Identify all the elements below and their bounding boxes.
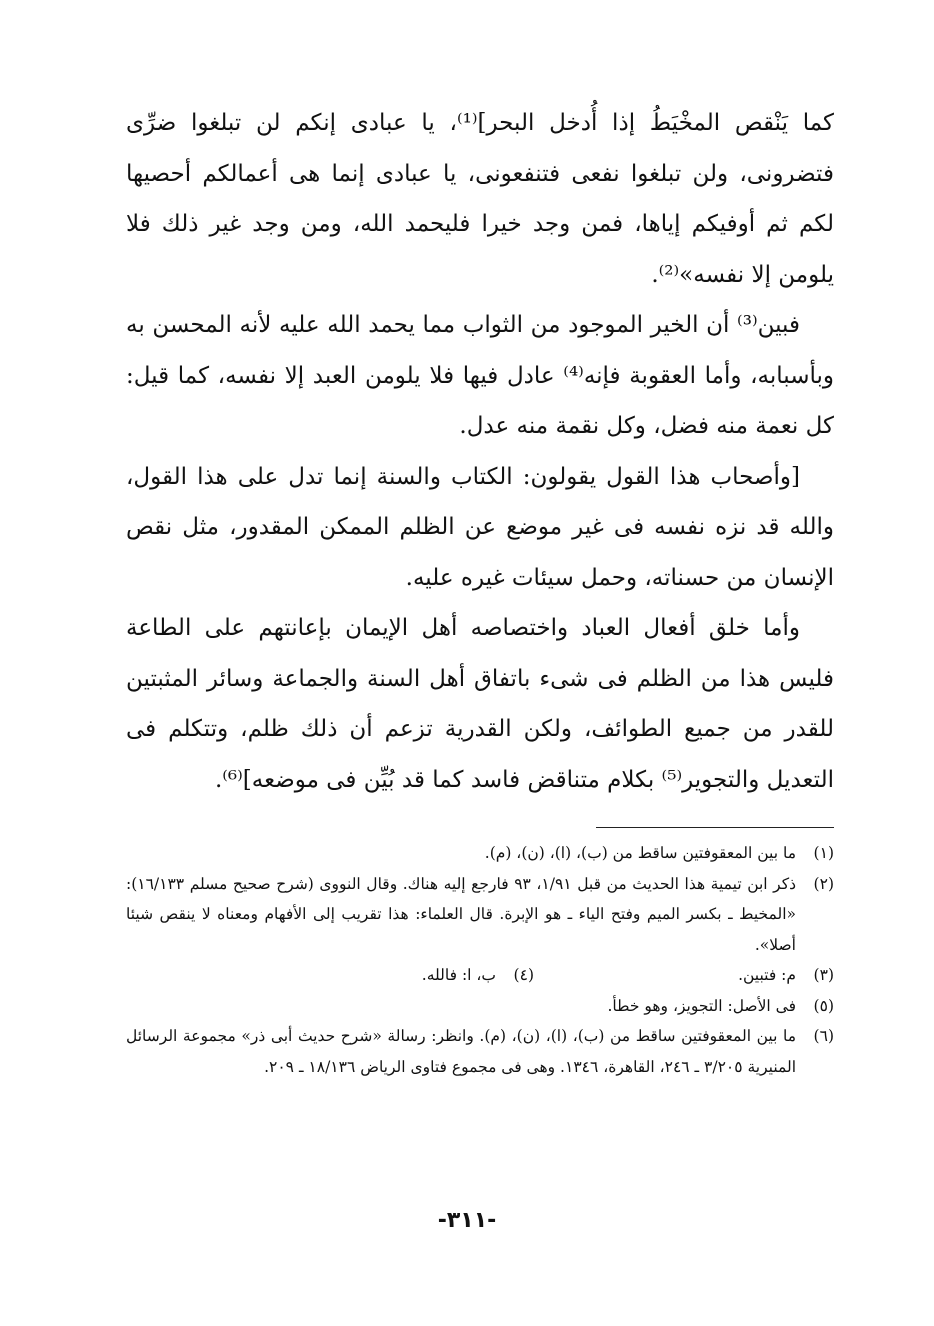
footnote-text: م: فتبين. xyxy=(738,966,796,984)
footnote-number: (٤) xyxy=(513,966,534,984)
footnote-5 xyxy=(126,991,834,1022)
footnote-text: ما بين المعقوفتين ساقط من (ب)، (ا)، (ن)، (م). وانظر: رسالة «شرح حديث أبى ذر» مجموعة الرسائل المنيرية ٣/٢٠٥ ـ ٢٤٦، القاهرة، ١٣٤٦. وهى فى مجموع فتاوى الرياض ١٨/١٣٦ ـ ٢٠٩. xyxy=(126,1027,796,1076)
footnote-text: ب، ا: فالله. xyxy=(421,966,496,984)
paragraph-4: وأما خلق أفعال العباد واختصاصه أهل الإيمان بإعانتهم على الطاعة فليس هذا من الظلم فى شىء باتفاق أهل السنة والجماعة وسائر المثبتين للقدر من جميع الطوائف، ولكن القدرية تزعم أن ذلك ظلم، وتتكلم فى التعديل والتجوير⁽⁵⁾ بكلام متناقض فاسد كما قد بُيِّن فى موضعه]⁽⁶⁾. xyxy=(126,615,834,793)
footnote-text: ما بين المعقوفتين ساقط من (ب)، (ا)، (ن)، (م). xyxy=(484,844,796,862)
footnote-number: (٦) xyxy=(813,1027,834,1045)
paragraph-2: فبين⁽³⁾ أن الخير الموجود من الثواب مما يحمد الله عليه لأنه المحسن به وبأسبابه، وأما العقوبة فإنه⁽⁴⁾ عادل فيها فلا يلومن العبد إلا نفسه، كما قيل: كل نعمة منه فضل، وكل نقمة منه عدل. xyxy=(126,312,834,439)
footnote-2 xyxy=(126,869,834,961)
footnote-number: (٢) xyxy=(813,874,834,893)
footnotes xyxy=(126,838,834,1082)
footnote-text: ذكر ابن تيمية هذا الحديث من قبل ١/٩١، ٩٣ فارجع إليه هناك. وقال النووى (شرح صحيح مسلم ١٦/١٣٣): «المخيط ـ بكسر الميم وفتح الياء ـ هو الإبرة. قال العلماء: هذا تقريب إلى الأفهام ومعناه لا ينقص شيئا أصلا». xyxy=(126,874,797,954)
footnote-separator xyxy=(596,827,834,828)
footnote-text: فى الأصل: التجويز، وهو خطأ. xyxy=(607,996,796,1015)
page-number: -٣١١- xyxy=(437,1208,497,1233)
footnote-number: (١) xyxy=(813,844,834,862)
main-text xyxy=(126,98,834,805)
footnote-number: (٥) xyxy=(813,996,834,1015)
paragraph-1: كما يَنْقص المخْيَطُ إذا أُدخل البحر]⁽¹⁾، يا عبادى إنكم لن تبلغوا ضرِّى فتضرونى، ولن تبلغوا نفعى فتنفعونى، يا عبادى إنما هى أعمالكم أحصيها لكم ثم أوفيكم إياها، فمن وجد خيرا فليحمد الله، ومن وجد غير ذلك فلا يلومن إلا نفسه»⁽²⁾. xyxy=(126,110,834,288)
page-content xyxy=(126,98,834,1082)
footnote-1 xyxy=(126,838,834,869)
paragraph-3: [وأصحاب هذا القول يقولون: الكتاب والسنة إنما تدل على هذا القول، والله قد نزه نفسه فى غير موضع عن الظلم الممكن المقدور، مثل نقص الإنسان من حسناته، وحمل سيئات غيره عليه. xyxy=(126,463,834,591)
footnote-3 xyxy=(534,960,834,991)
footnote-4 xyxy=(234,960,534,991)
footnote-row-3-4 xyxy=(126,960,834,991)
footnote-number: (٣) xyxy=(813,966,834,984)
footnote-6 xyxy=(126,1021,834,1082)
